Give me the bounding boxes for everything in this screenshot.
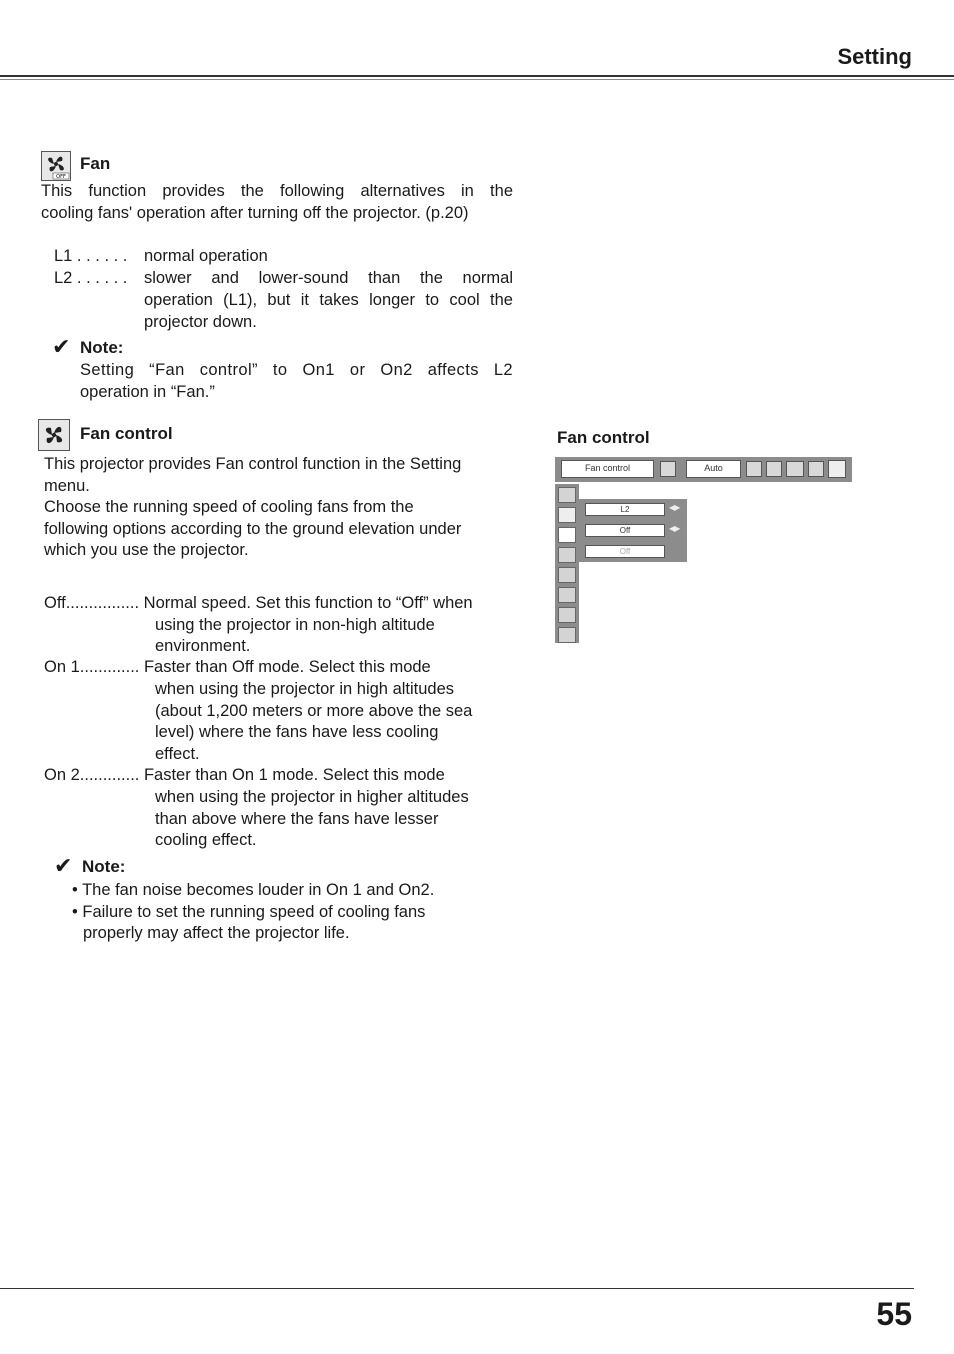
fan-option-key-l1: L1 . . . . . . xyxy=(54,247,128,265)
checkmark-icon: ✔ xyxy=(52,334,71,359)
pencil-icon xyxy=(828,460,846,478)
option-key: Off................ xyxy=(44,594,140,612)
fan-control-option-on2 xyxy=(44,765,445,787)
fan-note-label: Note: xyxy=(80,338,124,357)
fan-option-key-l2: L2 . . . . . . xyxy=(54,269,128,287)
fan-control-option-on1 xyxy=(44,657,431,679)
osd-menu-name: Fan control xyxy=(561,460,654,478)
fan-off-icon xyxy=(41,151,71,181)
tool-icon xyxy=(558,587,576,603)
option-key: On 2............. xyxy=(44,766,140,784)
osd-sidebar xyxy=(555,484,579,643)
left-right-arrows-icon: ◀▶ xyxy=(669,503,680,512)
osd-menu-bar xyxy=(555,457,852,482)
exit-icon xyxy=(558,627,576,643)
screen-icon xyxy=(786,461,804,477)
option-desc-cont: when using the projector in high altitudes xyxy=(155,680,455,698)
checkmark-icon: ✔ xyxy=(54,853,73,878)
fan-control-option-off xyxy=(44,593,473,615)
osd-option: Off xyxy=(585,545,665,558)
fan-option-l2-desc-3: projector down. xyxy=(144,313,257,331)
option-desc-cont: than above where the fans have lesser xyxy=(155,810,439,828)
option-desc: Normal speed. Set this function to “Off” when xyxy=(143,594,473,612)
fan-control-intro-2: menu. xyxy=(44,477,90,495)
option-desc-cont: cooling effect. xyxy=(155,831,257,849)
option-desc-cont: (about 1,200 meters or more above the sea xyxy=(155,702,473,720)
screenshot-caption: Fan control xyxy=(557,428,650,447)
fan-icon xyxy=(558,527,576,543)
option-desc: Faster than Off mode. Select this mode xyxy=(143,658,431,676)
fan-icon xyxy=(660,461,676,477)
color-icon xyxy=(766,461,782,477)
footer-rule xyxy=(0,1288,914,1289)
fan-option-l2-desc-1: slower and lower-sound than the normal xyxy=(144,269,513,287)
header-rule xyxy=(0,75,954,77)
fan-control-intro-1: This projector provides Fan control function in the Setting xyxy=(44,455,462,473)
fan-option-l1-desc: normal operation xyxy=(144,247,268,265)
option-desc-cont: effect. xyxy=(155,745,200,763)
fan-control-intro-3: Choose the running speed of cooling fans from the xyxy=(44,498,414,516)
fan-control-icon xyxy=(38,419,70,451)
fan-control-note-bullet-2-cont: properly may affect the projector life. xyxy=(83,924,350,942)
section-title: Setting xyxy=(837,44,912,69)
closed-caption-icon xyxy=(558,547,576,563)
option-desc-cont: environment. xyxy=(155,637,251,655)
key-icon xyxy=(558,567,576,583)
fan-note-line2: operation in “Fan.” xyxy=(80,383,215,401)
fan-off-icon xyxy=(558,507,576,523)
fan-intro-line1: This function provides the following alternatives in the xyxy=(41,182,513,200)
osd-mode-value: Auto xyxy=(686,460,741,478)
fan-option-l2-desc-2: operation (L1), but it takes longer to cool the xyxy=(144,291,513,309)
option-desc-cont: level) where the fans have less cooling xyxy=(155,723,439,741)
option-key: On 1............. xyxy=(44,658,140,676)
option-desc: Faster than On 1 mode. Select this mode xyxy=(143,766,445,784)
triangle-up-icon xyxy=(558,487,576,503)
osd-option: L2 xyxy=(585,503,665,516)
setting-icon xyxy=(808,461,824,477)
fan-intro-line2: cooling fans' operation after turning off the projector. (p.20) xyxy=(41,204,469,222)
option-desc-cont: when using the projector in higher altitudes xyxy=(155,788,469,806)
fan-control-note-bullet-1: • The fan noise becomes louder in On 1 and On2. xyxy=(72,881,435,899)
triangle-down-icon xyxy=(558,607,576,623)
osd-options-panel xyxy=(579,499,687,562)
option-desc-cont: using the projector in non-high altitude xyxy=(155,616,435,634)
fan-title: Fan xyxy=(80,154,111,173)
osd-option: Off xyxy=(585,524,665,537)
fan-control-note-label: Note: xyxy=(82,857,126,876)
fan-control-intro-4: following options according to the ground elevation under xyxy=(44,520,462,538)
page-number: 55 xyxy=(876,1296,912,1332)
left-right-arrows-icon: ◀▶ xyxy=(669,524,680,533)
fan-control-title: Fan control xyxy=(80,424,173,443)
fan-off-badge: OFF xyxy=(56,174,66,180)
header-rule-thin xyxy=(0,79,954,80)
fan-note-line1: Setting “Fan control” to On1 or On2 affects L2 xyxy=(80,361,513,379)
fan-control-intro-5: which you use the projector. xyxy=(44,541,249,559)
fan-control-note-bullet-2: • Failure to set the running speed of cooling fans xyxy=(72,903,426,921)
image-icon xyxy=(746,461,762,477)
